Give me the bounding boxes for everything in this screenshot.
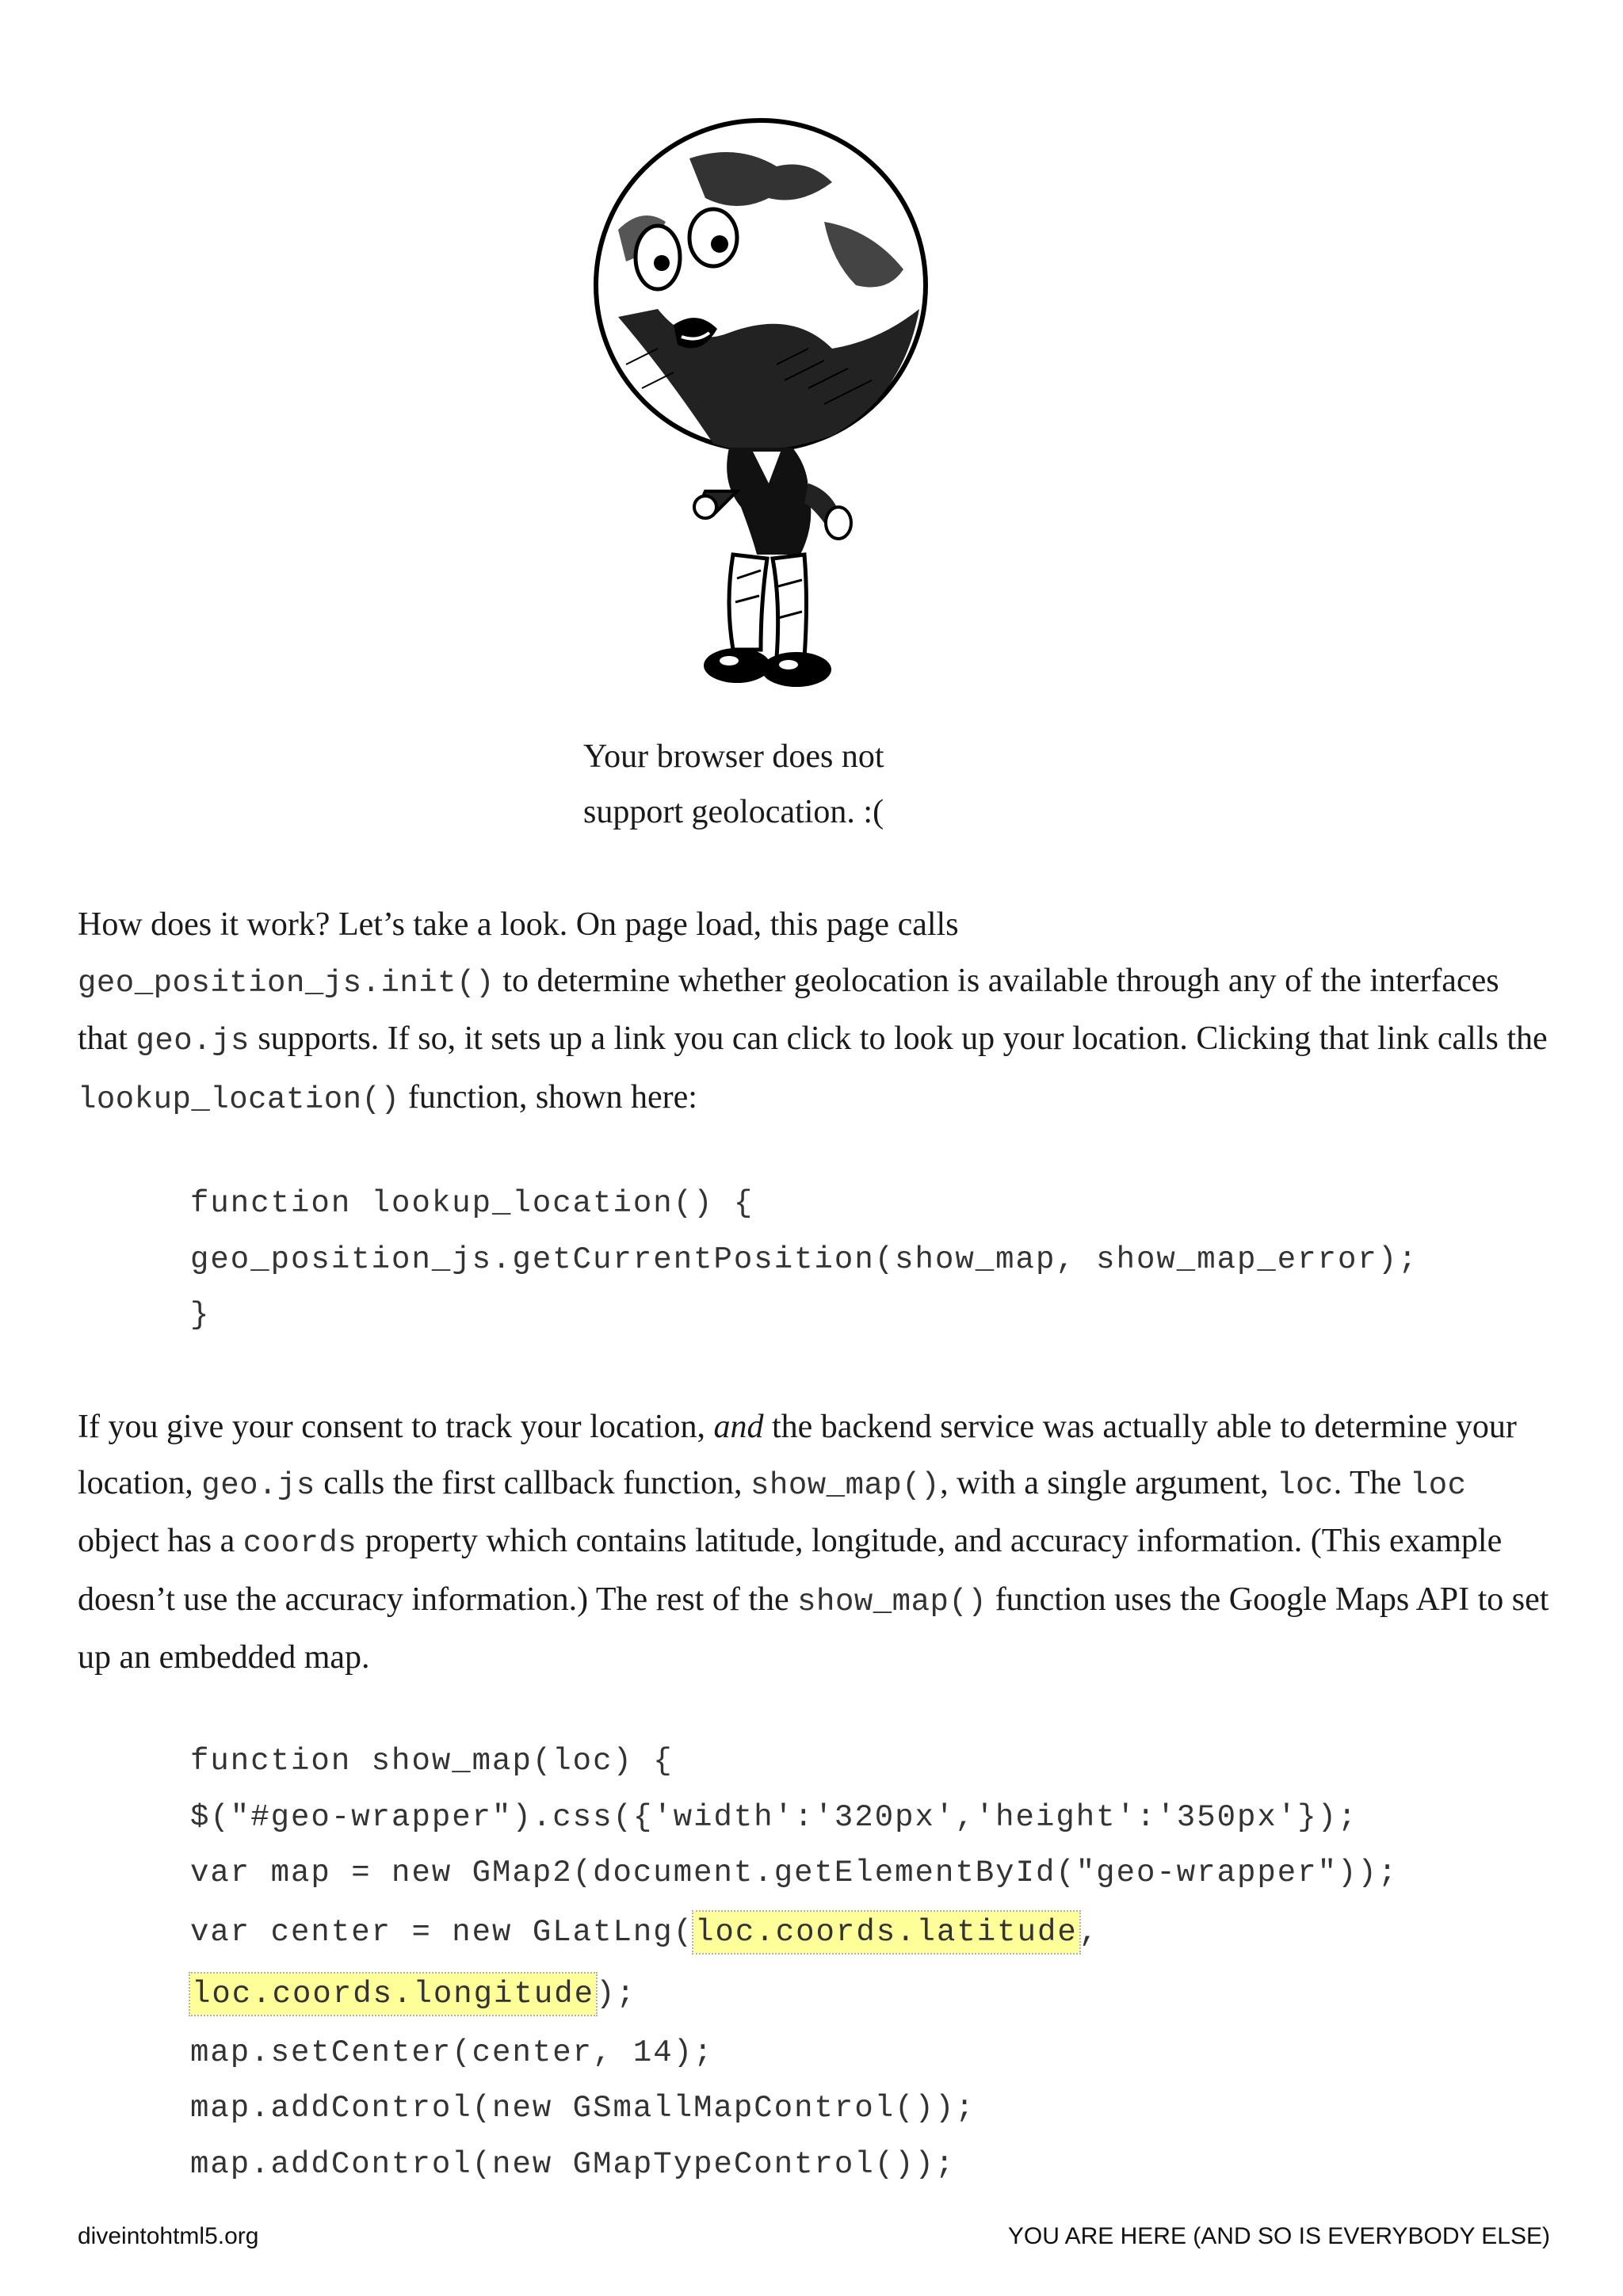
code-line: [190, 1963, 1398, 2025]
code-line: $("#geo-wrapper").css({'width':'320px','height':'350px'});: [190, 1799, 1358, 1835]
figure-caption: [583, 729, 995, 840]
para2-text-2: the backend service was actually able to determine your location,: [78, 1409, 1517, 1501]
para2-text-3: calls the first callback function,: [315, 1464, 751, 1501]
inline-code-lookup-location: lookup_location(): [78, 1081, 400, 1117]
globe-man-illustration: [571, 111, 983, 729]
inline-code-show-map: show_map(): [750, 1467, 941, 1503]
inline-code-coords: coords: [242, 1526, 357, 1561]
globe-man-drawing: [571, 111, 983, 729]
emphasis-and: and: [713, 1409, 764, 1445]
para2-text-7: property which contains latitude, longitude, and accuracy information. (This example doesn’t use the accuracy information.) The rest of the: [78, 1523, 1503, 1618]
para2-text-4: , with a single argument,: [940, 1464, 1277, 1501]
code-line: }: [190, 1298, 211, 1333]
inline-code-init: geo_position_js.init(): [78, 965, 495, 1001]
para1-text-4: function, shown here:: [399, 1078, 697, 1116]
inline-code-loc: loc: [1277, 1467, 1334, 1503]
code-line: function show_map(loc) {: [190, 1744, 674, 1779]
caption-line-1: Your browser does not: [583, 738, 884, 775]
code-block-show-map: [190, 1733, 1398, 2192]
code-line: var map = new GMap2(document.getElementById("geo-wrapper"));: [190, 1855, 1399, 1890]
highlight-latitude: loc.coords.latitude: [693, 1912, 1079, 1953]
highlight-longitude: loc.coords.longitude: [190, 1974, 596, 2015]
caption-line-2: support geolocation. :(: [583, 794, 884, 830]
code-line: function lookup_location() {: [190, 1186, 754, 1221]
code-line: [190, 1901, 1398, 1963]
footer-chapter-title: YOU ARE HERE (AND SO IS EVERYBODY ELSE): [1007, 2223, 1550, 2249]
para2-text-6: object has a: [78, 1523, 243, 1559]
code-block-lookup-location: [190, 1176, 1419, 1344]
inline-code-loc: loc: [1409, 1467, 1467, 1503]
para1-text-3: supports. If so, it sets up a link you can click to look up your location. Clicking that link calls the: [249, 1020, 1548, 1057]
inline-code-geojs: geo.js: [201, 1467, 315, 1503]
code-line: map.addControl(new GMapTypeControl());: [190, 2146, 956, 2182]
code-line: geo_position_js.getCurrentPosition(show_map, show_map_error);: [190, 1241, 1419, 1277]
code-line: map.setCenter(center, 14);: [190, 2035, 714, 2070]
code-line: map.addControl(new GSmallMapControl());: [190, 2091, 976, 2126]
paragraph-how-it-works: [78, 897, 1552, 1127]
para2-text-8: function uses the Google Maps API to set up an embedded map.: [78, 1581, 1549, 1676]
code-text: var center = new GLatLng(: [190, 1914, 694, 1950]
paragraph-consent: [78, 1399, 1552, 1686]
footer-site-url: diveintohtml5.org: [78, 2223, 259, 2249]
code-text: ,: [1079, 1914, 1100, 1950]
inline-code-geojs: geo.js: [136, 1024, 250, 1058]
para2-text-5: . The: [1333, 1464, 1410, 1501]
code-text: );: [596, 1976, 636, 2012]
para2-text-1: If you give your consent to track your location,: [78, 1409, 714, 1445]
inline-code-show-map: show_map(): [797, 1584, 987, 1619]
para1-text-2: to determine whether geolocation is available through any of the interfaces that: [78, 962, 1499, 1057]
para1-text-1: How does it work? Let’s take a look. On page load, this page calls: [78, 906, 959, 943]
